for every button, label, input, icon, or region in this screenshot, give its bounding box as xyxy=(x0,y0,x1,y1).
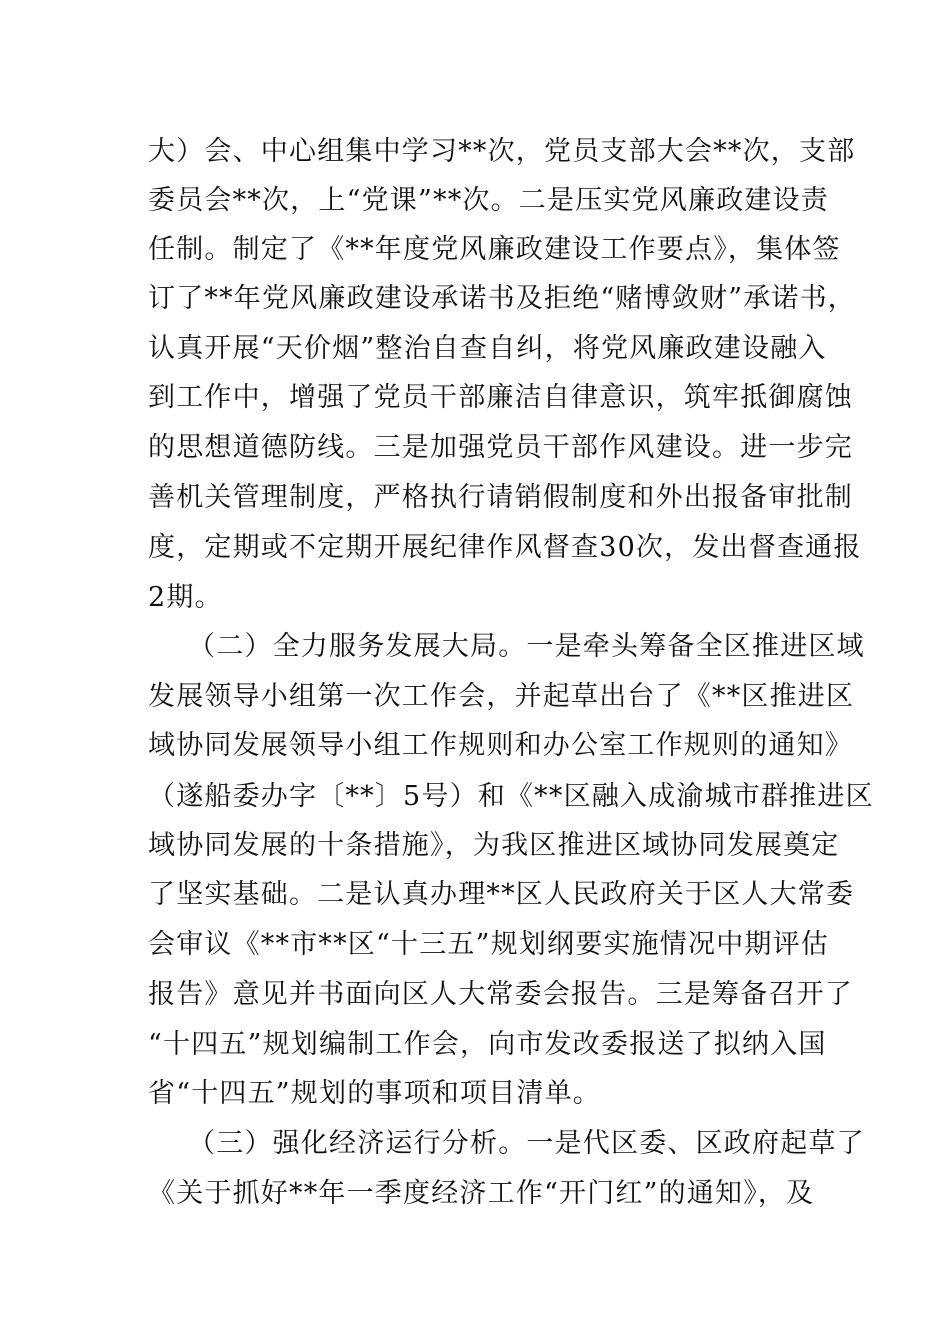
text-line: 大）会、中心组集中学习**次，党员支部大会**次，支部 xyxy=(148,136,856,167)
text-line: “十四五”规划编制工作会，向市发改委报送了拟纳入国 xyxy=(148,1029,827,1060)
text-line: 2期。 xyxy=(148,582,223,613)
text-line: 到工作中，增强了党员干部廉洁自律意识，筑牢抵御腐蚀 xyxy=(148,382,853,413)
text-line: 域协同发展领导小组工作规则和办公室工作规则的通知》 xyxy=(148,730,853,761)
text-line: 任制。制定了《**年度党风廉政建设工作要点》，集体签 xyxy=(148,234,841,265)
paragraph-start-line: （二）全力服务发展大局。一是牵头筹备全区推进区域 xyxy=(188,631,865,662)
text-line: 发展领导小组第一次工作会，并起草出台了《**区推进区 xyxy=(148,681,855,712)
text-line: 了坚实基础。二是认真办理**区人民政府关于区人大常委 xyxy=(148,879,855,910)
text-line: 认真开展“天价烟”整治自查自纠，将党风廉政建设融入 xyxy=(148,333,827,364)
text-line: 会审议《**市**区“十三五”规划纲要实施情况中期评估 xyxy=(148,929,830,960)
text-line: 域协同发展的十条措施》，为我区推进区域协同发展奠定 xyxy=(148,830,840,861)
text-line: 《关于抓好**年一季度经济工作“开门红”的通知》，及 xyxy=(148,1178,815,1209)
text-line: 善机关管理制度，严格执行请销假制度和外出报备审批制 xyxy=(148,482,853,513)
text-line: 省“十四五”规划的事项和项目清单。 xyxy=(148,1078,602,1109)
paragraph-start-line: （三）强化经济运行分析。一是代区委、区政府起草了 xyxy=(188,1128,865,1159)
text-line: 度，定期或不定期开展纪律作风督查30次，发出督查通报 xyxy=(148,532,862,563)
text-line: 委员会**次，上“党课”**次。二是压实党风廉政建设责 xyxy=(148,185,830,216)
text-line: （遂船委办字〔**〕5号）和《**区融入成渝城市群推进区 xyxy=(148,781,874,812)
text-line: 的思想道德防线。三是加强党员干部作风建设。进一步完 xyxy=(148,432,853,463)
text-line: 订了**年党风廉政建设承诺书及拒绝“赌博敛财”承诺书， xyxy=(148,283,857,314)
text-line: 报告》意见并书面向区人大常委会报告。三是筹备召开了 xyxy=(148,979,853,1010)
